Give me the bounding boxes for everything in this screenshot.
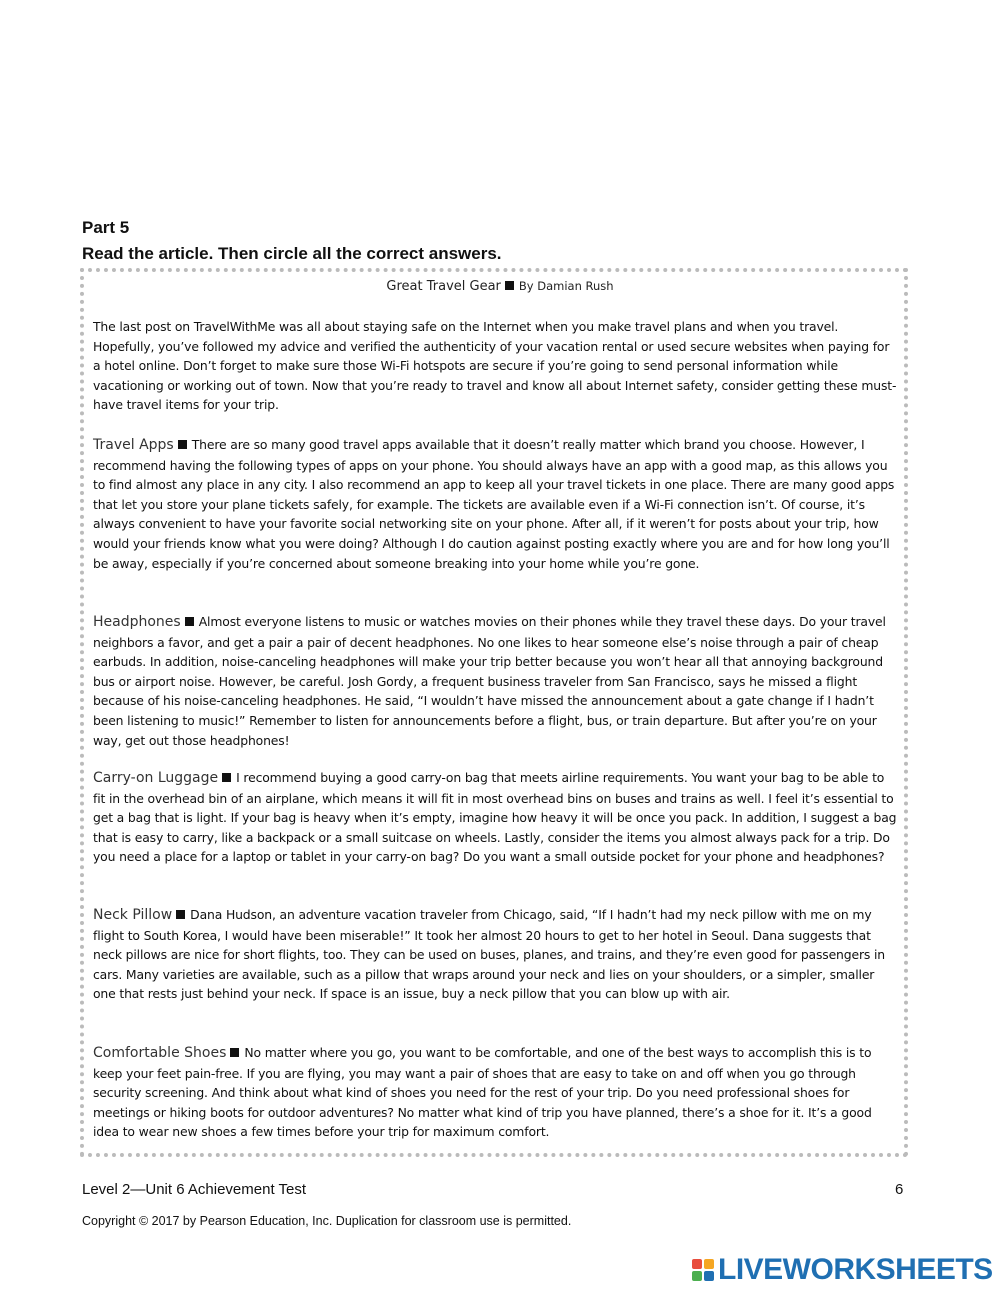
section-travel-apps xyxy=(93,435,898,573)
logo-text: LIVEWORKSHEETS xyxy=(718,1253,993,1286)
footer-copyright: Copyright © 2017 by Pearson Education, Inc. Duplication for classroom use is permitted. xyxy=(82,1214,572,1228)
square-bullet-icon xyxy=(185,617,194,626)
section-body: There are so many good travel apps available that it doesn’t really matter which brand you choose. However, I recommend having the following types of apps on your phone. You should always have an app with a good map, as this allows you to find almost any place in any city. I also recommend an app to keep all your travel tickets in one place. There are many good apps that let you store your plane tickets safely, for example. The tickets are available even if a Wi-Fi connection isn’t. Of course, it’s always convenient to have your favorite social networking site on your phone. After all, if it weren’t for posts about your trip, how would your friends know what you were doing? Although I do caution against posting exactly where you are and for how long you’ll be away, especially if you’re concerned about someone breaking into your home while you’re gone. xyxy=(93,437,895,571)
logo-block xyxy=(704,1271,714,1281)
section-heading: Neck Pillow xyxy=(93,907,173,923)
section-neck-pillow xyxy=(93,905,898,1004)
article-intro: The last post on TravelWithMe was all about staying safe on the Internet when you make travel plans and when you travel. Hopefully, you’ve followed my advice and verified the authenticity of your vacation rental or used secure websites when paying for a hotel online. Don’t forget to make sure those Wi-Fi hotspots are secure if you’re going to send personal information while vacationing or working out of town. Now that you’re ready to travel and know all about Internet safety, consider getting these must-have travel items for your trip. xyxy=(93,319,897,413)
logo-block xyxy=(704,1259,714,1269)
square-bullet-icon xyxy=(222,773,231,782)
logo-block xyxy=(692,1259,702,1269)
logo-block xyxy=(692,1271,702,1281)
section-body: Almost everyone listens to music or watches movies on their phones while they travel these days. Do your travel neighbors a favor, and get a pair a pair of decent headphones. No one likes to hear someone else’s noise through a pair of cheap earbuds. In addition, noise-canceling headphones will make your trip better because you won’t hear all that annoying background bus or airport noise. However, be careful. Josh Gordy, a frequent business traveler from San Francisco, says he missed a flight because of his noise-canceling headphones. He said, “I wouldn’t have missed the announcement about a gate change if I hadn’t been listening to music!” Remember to listen for announcements before a flight, bus, or train departure. But after you’re on your way, get out those headphones! xyxy=(93,614,886,748)
footer-page-number: 6 xyxy=(895,1181,904,1198)
article-byline: By Damian Rush xyxy=(518,279,614,293)
logo-blocks-icon xyxy=(692,1259,714,1281)
section-comfortable-shoes xyxy=(93,1043,898,1142)
footer-test-name: Level 2—Unit 6 Achievement Test xyxy=(82,1181,307,1198)
section-body: No matter where you go, you want to be comfortable, and one of the best ways to accomplish this is to keep your feet pain-free. If you are flying, you may want a pair of shoes that are easy to take on and off when you go through security screening. And think about what kind of shoes you need for the rest of your trip. Do you need professional shoes for meetings or hiking boots for outdoor adventures? No matter what kind of trip you have planned, there’s a shoe for it. It’s a good idea to wear new shoes a few times before your trip for maximum comfort. xyxy=(93,1045,872,1140)
section-heading: Carry-on Luggage xyxy=(93,770,219,786)
section-heading: Comfortable Shoes xyxy=(93,1045,227,1061)
part-title: Part 5 xyxy=(82,218,130,237)
section-body: I recommend buying a good carry-on bag that meets airline requirements. You want your bag to be able to fit in the overhead bin of an airplane, which means it will fit in most overhead bins on buses and trains as well. I feel it’s essential to get a bag that is light. If your bag is heavy when it’s empty, imagine how heavy it will be once you pack. In addition, I suggest a bag that is easy to carry, like a backpack or a small suitcase on wheels. Lastly, consider the items you almost always pack for a trip. Do you need a place for a laptop or tablet in your carry-on bag? Do you want a small outside pocket for your phone and headphones? xyxy=(93,770,897,865)
section-heading: Travel Apps xyxy=(93,437,174,453)
square-bullet-icon xyxy=(505,281,514,290)
square-bullet-icon xyxy=(176,910,185,919)
section-heading: Headphones xyxy=(93,614,181,630)
section-headphones xyxy=(93,612,898,750)
square-bullet-icon xyxy=(230,1048,239,1057)
section-body: Dana Hudson, an adventure vacation traveler from Chicago, said, “If I hadn’t had my neck pillow with me on my flight to South Korea, I would have been miserable!” It took her almost 20 hours to get to her hotel in Seoul. Dana suggests that neck pillows are nice for short flights, too. They can be used on buses, planes, and trains, and they’re even good for passengers in cars. Many varieties are available, such as a pillow that wraps around your neck and lies on your shoulders, or a simpler, smaller one that rests just behind your neck. If space is an issue, buy a neck pillow that you can blow up with air. xyxy=(93,907,885,1002)
section-carry-on-luggage xyxy=(93,768,898,867)
instruction: Read the article. Then circle all the correct answers. xyxy=(82,244,502,263)
square-bullet-icon xyxy=(178,440,187,449)
liveworksheets-logo[interactable] xyxy=(692,1252,993,1288)
article-title: Great Travel Gear xyxy=(386,279,501,294)
article-header xyxy=(0,279,1000,294)
